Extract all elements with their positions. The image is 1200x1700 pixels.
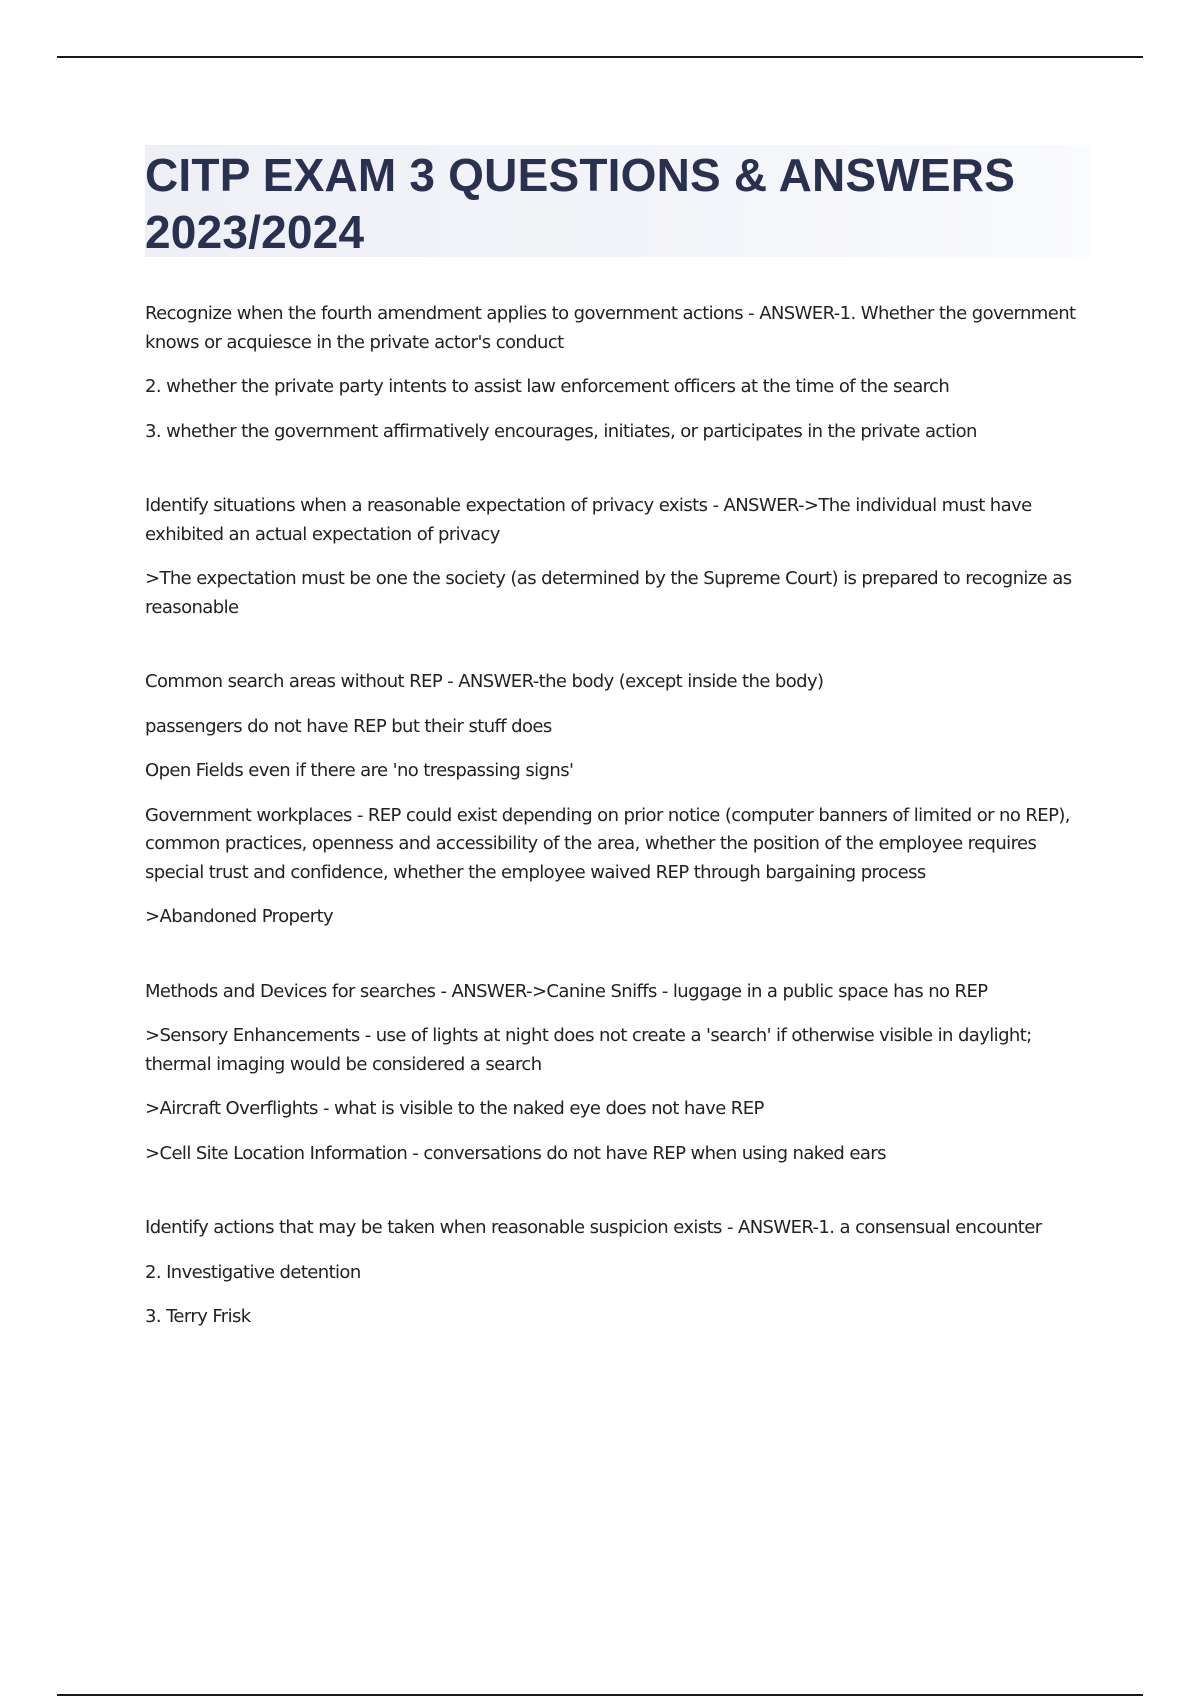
qa-fourth-amendment xyxy=(145,300,1090,446)
answer-paragraph: 2. whether the private party intents to assist law enforcement officers at the time of the search xyxy=(145,376,950,397)
answer-paragraph: >Sensory Enhancements - use of lights at night does not create a 'search' if otherwise visible in daylight; thermal imaging would be considered a search xyxy=(145,1025,1032,1075)
answer-paragraph: Government workplaces - REP could exist depending on prior notice (computer banners of limited or no REP), common practices, openness and accessibility of the area, whether the position of the employee requires special trust and confidence, whether the employee waived REP through bargaining process xyxy=(145,804,1070,883)
top-rule xyxy=(57,56,1143,58)
bottom-rule xyxy=(57,1694,1143,1696)
answer-paragraph: 2. Investigative detention xyxy=(145,1261,361,1283)
answer-paragraph: 3. whether the government affirmatively encourages, initiates, or participates in the private action xyxy=(145,420,977,442)
qa-search-areas xyxy=(145,668,1090,932)
answer-paragraph: >Abandoned Property xyxy=(145,906,334,927)
answer-paragraph: >Aircraft Overflights - what is visible to the naked eye does not have REP xyxy=(145,1098,764,1119)
qa-reasonable-suspicion xyxy=(145,1214,1090,1332)
question-paragraph: Methods and Devices for searches - ANSWER->Canine Sniffs - luggage in a public space has no REP xyxy=(145,980,988,1002)
qa-reasonable-expectation xyxy=(145,492,1090,622)
document-body xyxy=(145,300,1090,1348)
document-title: CITP EXAM 3 QUESTIONS & ANSWERS 2023/2024 xyxy=(145,149,1016,258)
answer-paragraph: passengers do not have REP but their stuff does xyxy=(145,715,552,737)
answer-paragraph: >The expectation must be one the society (as determined by the Supreme Court) is prepared to recognize as reasonable xyxy=(145,568,1072,618)
question-paragraph: Recognize when the fourth amendment applies to government actions - ANSWER-1. Whether the government knows or acquiesce in the private actor's conduct xyxy=(145,303,1076,353)
answer-paragraph: >Cell Site Location Information - conversations do not have REP when using naked ears xyxy=(145,1142,886,1164)
qa-search-methods xyxy=(145,978,1090,1169)
question-paragraph: Common search areas without REP - ANSWER-the body (except inside the body) xyxy=(145,671,824,692)
answer-paragraph: 3. Terry Frisk xyxy=(145,1306,251,1327)
answer-paragraph: Open Fields even if there are 'no trespassing signs' xyxy=(145,760,574,781)
question-paragraph: Identify actions that may be taken when reasonable suspicion exists - ANSWER-1. a consensual encounter xyxy=(145,1217,1042,1238)
question-paragraph: Identify situations when a reasonable expectation of privacy exists - ANSWER->The individual must have exhibited an actual expectation of privacy xyxy=(145,495,1032,545)
title-block xyxy=(145,145,1090,257)
